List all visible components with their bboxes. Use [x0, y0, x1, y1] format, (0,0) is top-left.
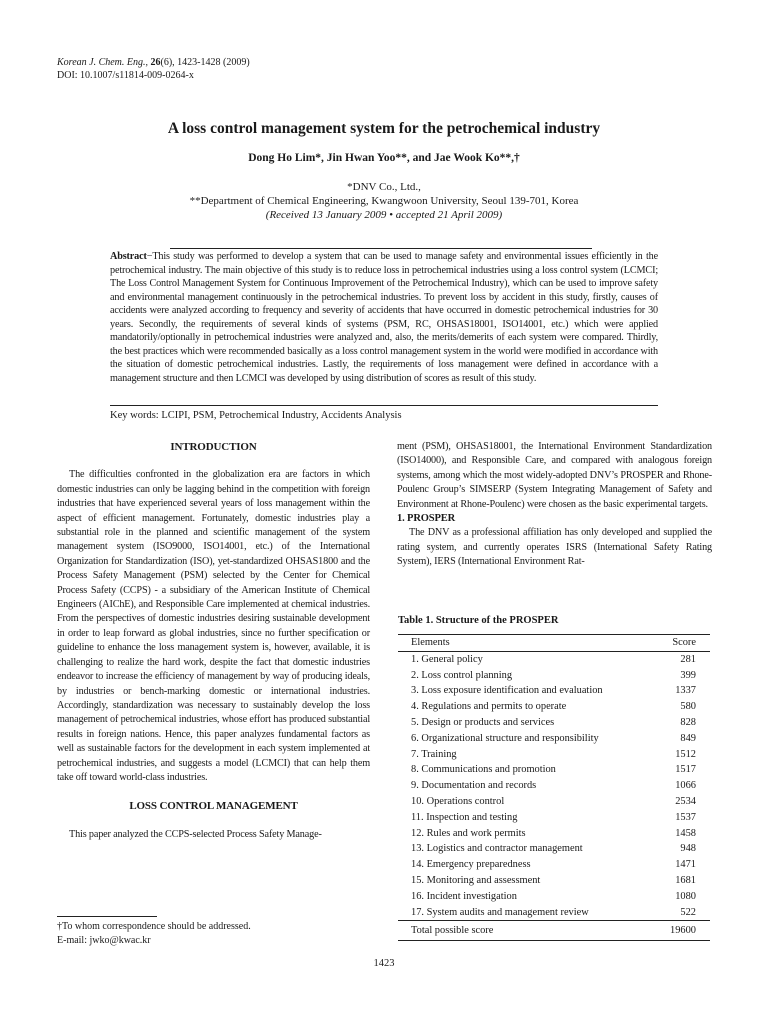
table-row — [398, 857, 710, 873]
abstract-text: −This study was performed to develop a system that can be used to manage safety and environmental issues efficiently in the petrochemical industry. The main objective of this study is to reduce loss in petrochemical industries using a loss control system (LCMCI; The Loss Control Management System for Continuous Improvement of the Petrochemical Industry), which can be used to improve safety and environmental management continuously in the petrochemical industries. To prevent loss by accident in this study, firstly, causes of accidents were analyzed according to frequency and severity of accidents that have occurred in domestic petrochemical industries for 30 years. Secondly, the requirements of several kinds of systems (PSM, RC, OHSAS18001, ISO14001, etc.) which were applied mandatorily/optionally in petrochemical industries were analyzed and, also, the merits/demerits of each system were compared. Thirdly, the best practices which were recommended basically as a loss control management system in the world were modified in accordance with the situation of domestic petrochemical industries. Lastly, the requirements of loss management were defined in accordance with a management structure and then LCMCI was developed by using distribution of scores as result of this study. — [110, 251, 658, 384]
score-cell: 1537 — [675, 811, 696, 823]
score-cell: 1066 — [675, 780, 696, 792]
score-cell: 580 — [680, 701, 696, 713]
table-row — [398, 668, 710, 684]
element-cell: 17. System audits and management review — [411, 906, 589, 918]
score-cell: 1512 — [675, 748, 696, 760]
page-number: 1423 — [373, 958, 395, 969]
score-cell: 2534 — [675, 795, 696, 807]
footnote-rule — [57, 916, 157, 917]
element-cell: 8. Communications and promotion — [411, 764, 556, 776]
score-cell: 849 — [680, 732, 696, 744]
table-row — [398, 905, 710, 921]
author-list: Dong Ho Lim*, Jin Hwan Yoo**, and Jae Wook Ko**,† — [248, 152, 520, 164]
total-value: 19600 — [670, 925, 696, 937]
table-total-row — [398, 921, 710, 941]
element-cell: 6. Organizational structure and responsibility — [411, 732, 599, 744]
left-column — [57, 440, 370, 842]
score-cell: 281 — [680, 653, 696, 665]
table-row — [398, 826, 710, 842]
table-row — [398, 731, 710, 747]
footnote — [57, 920, 251, 948]
element-cell: 9. Documentation and records — [411, 780, 537, 792]
introduction-text: The difficulties confronted in the globalization era are factors in which domestic industries can only be lagging behind in the competition with foreign industries that have experienced several years of loss management within the aspect of efficient management. Fortunately, domestic industries play a substantial role in the planned and scientific management of the system management system (ISO9000, ISO14001, etc.) of the International Organization for Standardization (ISO), yet-standardized OHSAS1800 and the Process Safety Management (PSM) selected by the Center for Chemical Process Safety (CCPS) - a subsidiary of the American Institute of Chemical Engineers (AIChE), and Responsible Care implemented at chemical industries. From the perspectives of domestic industries desiring sustainable development in order to leap forward as global industries, since no further specification or guideline to enhance the loss management system is, however, available, it is challenging to realize the hard work, despite the fact that domestic industries endeavor to increase the efficiency of management by way of producing ideals, by industries or bench-marking domestic or international industries. Accordingly, standardization was necessary to sustainably develop the loss management of petrochemical industries, whose effort has produced substantial results in foreign nations. Hence, this paper analyzes fundamental factors as well as sustainable factors for the development in each system implemented at petrochemical industries, and suggests a model (LCMCI) that can help them take off toward world-class industries. — [57, 469, 370, 783]
table-body — [398, 651, 710, 921]
table-row — [398, 841, 710, 857]
table-row — [398, 794, 710, 810]
score-cell: 948 — [680, 843, 696, 855]
table-row — [398, 651, 710, 667]
introduction-heading: INTRODUCTION — [170, 441, 257, 453]
element-cell: 11. Inspection and testing — [411, 811, 518, 823]
score-cell: 1458 — [675, 827, 696, 839]
table-row — [398, 715, 710, 731]
loss-control-text: This paper analyzed the CCPS-selected Process Safety Manage- — [69, 828, 322, 840]
affiliation-2: **Department of Chemical Engineering, Kwangwoon University, Seoul 139-701, Korea — [189, 195, 579, 207]
right-column — [397, 440, 712, 570]
citation-block — [57, 56, 250, 82]
email-note: E-mail: jwko@kwac.kr — [57, 935, 151, 946]
element-cell: 14. Emergency preparedness — [411, 859, 531, 871]
element-cell: 13. Logistics and contractor management — [411, 843, 583, 855]
element-cell: 1. General policy — [411, 653, 483, 665]
doi: DOI: 10.1007/s11814-009-0264-x — [57, 70, 194, 81]
keywords: Key words: LCIPI, PSM, Petrochemical Industry, Accidents Analysis — [110, 410, 402, 421]
received-dates: (Received 13 January 2009 • accepted 21 April 2009) — [265, 209, 503, 221]
element-cell: 16. Incident investigation — [411, 890, 517, 902]
header-elements: Elements — [411, 637, 450, 648]
score-cell: 1080 — [675, 890, 696, 902]
score-cell: 399 — [680, 669, 696, 681]
table-row — [398, 810, 710, 826]
loss-control-heading: LOSS CONTROL MANAGEMENT — [129, 800, 298, 813]
table-row — [398, 762, 710, 778]
correspondence-note: †To whom correspondence should be addressed. — [57, 921, 251, 932]
abstract-label: Abstract — [110, 251, 147, 262]
affiliation-1: *DNV Co., Ltd., — [347, 181, 421, 193]
score-cell: 1517 — [675, 764, 696, 776]
table-header-row — [398, 635, 710, 652]
element-cell: 3. Loss exposure identification and evaluation — [411, 685, 603, 697]
table-row — [398, 683, 710, 699]
element-cell: 5. Design or products and services — [411, 716, 555, 728]
table-row — [398, 873, 710, 889]
table-row — [398, 699, 710, 715]
score-cell: 1681 — [675, 874, 696, 886]
table-row — [398, 747, 710, 763]
table-row — [398, 889, 710, 905]
element-cell: 7. Training — [411, 748, 457, 760]
score-cell: 828 — [680, 716, 696, 728]
table-row — [398, 778, 710, 794]
score-cell: 1471 — [675, 859, 696, 871]
prosper-heading: 1. PROSPER — [397, 513, 456, 525]
header-score: Score — [672, 637, 696, 648]
prosper-text: The DNV as a professional affiliation has only developed and supplied the rating system, and currently operates ISRS (International Safety Rating System), IERS (International Environment Rat- — [397, 527, 712, 568]
abstract-top-rule — [170, 248, 592, 249]
continued-text: ment (PSM), OHSAS18001, the International Environment Standardization (ISO14000), and Responsible Care, and compared with analogous foreign systems, among which the most widely-adopted DNV’s PROSPER and Rhone-Poulenc Group’s SIMSERP (System Integrating Management of Safety and Environment at Rhone-Poulenc) were chosen as the basic experimental targets. — [397, 441, 712, 510]
prosper-table — [398, 634, 710, 941]
journal-name: Korean J. Chem. Eng., — [57, 57, 149, 68]
table-caption: Table 1. Structure of the PROSPER — [398, 615, 559, 626]
abstract — [110, 250, 658, 385]
element-cell: 4. Regulations and permits to operate — [411, 701, 567, 713]
affiliations — [40, 180, 728, 222]
abstract-bottom-rule — [110, 405, 658, 406]
element-cell: 15. Monitoring and assessment — [411, 874, 541, 886]
element-cell: 10. Operations control — [411, 795, 505, 807]
score-cell: 522 — [680, 906, 696, 918]
score-cell: 1337 — [675, 685, 696, 697]
citation-line — [57, 56, 250, 69]
element-cell: 2. Loss control planning — [411, 669, 513, 681]
journal-issue-pages: (6), 1423-1428 (2009) — [160, 57, 250, 68]
total-label: Total possible score — [411, 925, 494, 937]
element-cell: 12. Rules and work permits — [411, 827, 526, 839]
journal-volume: 26 — [150, 57, 161, 68]
paper-title: A loss control management system for the petrochemical industry — [167, 120, 601, 137]
